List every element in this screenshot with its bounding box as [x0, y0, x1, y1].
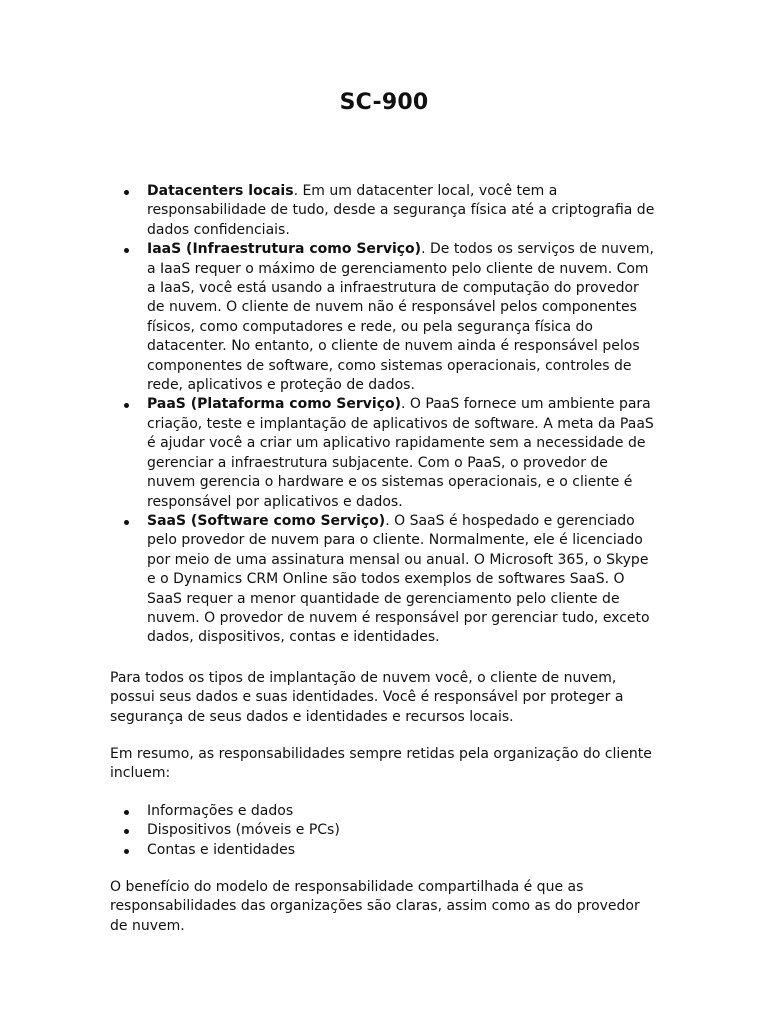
document-title: SC-900 [339, 90, 429, 115]
list-item-text: . De todos os serviços de nuvem, a IaaS requer o máximo de gerenciamento pelo cliente de nuvem. Com a IaaS, você está usando a infraestrutura de computação do provedor de nuvem. O cliente de nuvem não é responsável pelos componentes físicos, como computadores e rede, ou pela segurança física do datacenter. No entanto, o cliente de nuvem ainda é responsável pelos componentes de software, como sistemas operacionais, controles de rede, aplicativos e proteção de dados. [147, 241, 654, 394]
list-item-text: . Em um datacenter local, você tem a responsabilidade de tudo, desde a segurança física até a criptografia de dados confidenciais. [147, 183, 655, 238]
paragraph-benefit: O benefício do modelo de responsabilidade compartilhada é que as responsabilidades das organizações são claras, assim como as do provedor de nuvem. [110, 879, 640, 934]
paragraph-ownership: Para todos os tipos de implantação de nuvem você, o cliente de nuvem, possui seus dados e suas identidades. Você é responsável por proteger a segurança de seus dados e identidades e recursos locais. [110, 669, 624, 725]
list-item-saas [110, 512, 658, 648]
list-item-iaas [110, 240, 658, 395]
list-item-term: SaaS (Software como Serviço) [147, 512, 386, 529]
list-item-term: IaaS (Infraestrutura como Serviço) [147, 241, 422, 258]
list-item: Dispositivos (móveis e PCs) [110, 821, 658, 840]
list-item: Contas e identidades [110, 841, 658, 860]
retained-responsibilities-list [110, 802, 658, 860]
list-item-text: . O PaaS fornece um ambiente para criação, teste e implantação de aplicativos de software. A meta da PaaS é ajudar você a criar um aplicativo rapidamente sem a necessidade de gerenciar a infraestrutura subjacente. Com o PaaS, o provedor de nuvem gerencia o hardware e os sistemas operacionais, e o cliente é responsável por aplicativos e dados. [147, 396, 654, 510]
list-item-term: Datacenters locais [147, 183, 294, 199]
service-models-list [110, 182, 658, 648]
document-body [110, 182, 658, 936]
list-item-text: . O SaaS é hospedado e gerenciado pelo provedor de nuvem para o cliente. Normalmente, ele é licenciado por meio de uma assinatura mensal ou anual. O Microsoft 365, o Skype e o Dynamics CRM Online são todos exemplos de softwares SaaS. O SaaS requer a menor quantidade de gerenciamento pelo cliente de nuvem. O provedor de nuvem é responsável por gerenciar tudo, exceto dados, dispositivos, contas e identidades. [147, 512, 650, 646]
list-item-datacenters-locais [110, 182, 658, 240]
paragraph-summary: Em resumo, as responsabilidades sempre retidas pela organização do cliente incluem: [110, 745, 652, 782]
list-item-paas [110, 395, 658, 511]
list-item: Informações e dados [110, 802, 658, 821]
list-item-term: PaaS (Plataforma como Serviço) [147, 396, 402, 413]
